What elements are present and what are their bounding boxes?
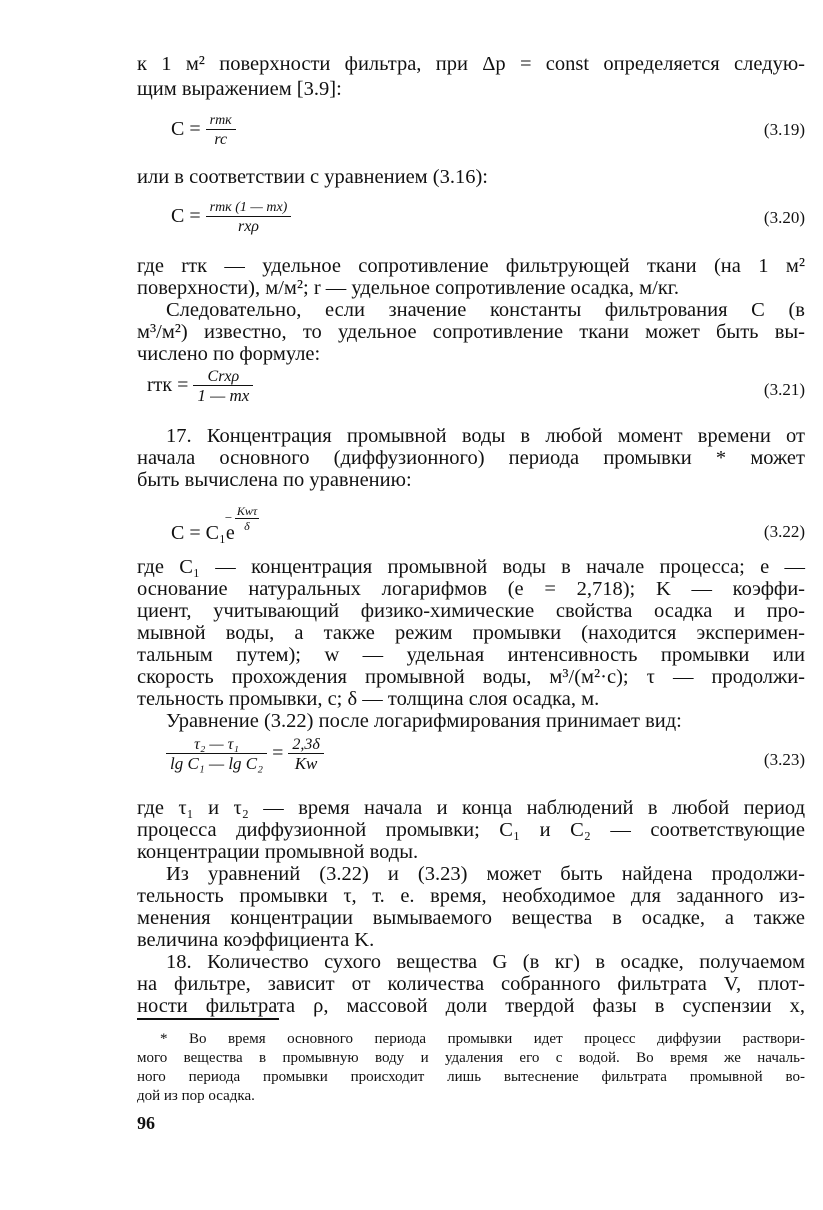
- text-line: процесса диффузионной промывки; C₁ и C₂ — соответствующие: [137, 819, 805, 841]
- equation-3-23: [166, 736, 324, 773]
- equation-lhs: rтк =: [147, 374, 189, 397]
- text-line: мывной воды, а также режим промывки (находится эксперимен-: [137, 622, 805, 644]
- fraction: [206, 112, 236, 149]
- equation-number: (3.23): [763, 750, 805, 769]
- text-line: тельность промывки, с; δ — толщина слоя осадка, м.: [137, 688, 600, 710]
- numerator: τ₂ — τ₁: [194, 736, 239, 753]
- text-line: 18. Количество сухого вещества G (в кг) в осадке, получаемом: [166, 951, 805, 973]
- exponent-numerator: Kwτ: [236, 504, 258, 518]
- equation-3-19: [171, 112, 236, 149]
- text-line: к 1 м² поверхности фильтра, при Δp = const определяется следую-: [137, 53, 805, 75]
- page-number: 96: [137, 1113, 155, 1133]
- equation-3-21: [147, 368, 253, 405]
- denominator: lg C₁ — lg C₂: [166, 753, 267, 773]
- text-line: менения концентрации вымываемого вещества в осадке, а также: [137, 907, 805, 929]
- equation-lhs: C =: [171, 118, 201, 141]
- footnote-divider: [137, 1018, 279, 1020]
- text-line: 17. Концентрация промывной воды в любой момент времени от: [166, 425, 805, 447]
- text-line: величина коэффициента K.: [137, 929, 375, 951]
- text-line: ности фильтрата ρ, массовой доли твердой фазы в суспензии x,: [137, 995, 805, 1017]
- text-line: Следовательно, если значение константы фильтрования C (в: [166, 299, 805, 321]
- footnote-line: дой из пор осадка.: [137, 1088, 255, 1104]
- numerator: Crxρ: [207, 368, 240, 385]
- text-line: м³/м²) известно, то удельное сопротивление ткани может быть вы-: [137, 321, 805, 343]
- equation-lhs: C =: [171, 205, 201, 228]
- text-line: основание натуральных логарифмов (е = 2,718); K — коэффи-: [137, 578, 805, 600]
- numerator: rтк (1 — mx): [209, 200, 288, 215]
- text-line: числено по формуле:: [137, 343, 321, 365]
- text-line: где rтк — удельное сопротивление фильтрующей ткани (на 1 м²: [137, 255, 805, 277]
- equation-number: (3.19): [763, 120, 805, 139]
- numerator: 2,3δ: [292, 736, 320, 753]
- denominator: 1 — mx: [193, 385, 253, 405]
- equals-sign: =: [272, 742, 284, 765]
- fraction-right: [288, 736, 323, 773]
- text-line: Из уравнений (3.22) и (3.23) может быть найдена продолжи-: [166, 863, 805, 885]
- text-line: или в соответствии с уравнением (3.16):: [137, 166, 488, 188]
- text-line: на фильтре, зависит от количества собранного фильтрата V, плот-: [137, 973, 805, 995]
- fraction: [193, 368, 253, 405]
- denominator: rxρ: [206, 216, 292, 236]
- numerator: rтк: [209, 113, 232, 128]
- text-line: начала основного (диффузионного) периода промывки * может: [137, 447, 805, 469]
- text-line: циент, учитывающий физико-химические свойства осадка и про-: [137, 600, 805, 622]
- exponent: [224, 504, 259, 533]
- footnote-line: мого вещества в промывную воду и удаления его с водой. Во время же началь-: [137, 1050, 805, 1066]
- equation-number: (3.21): [763, 380, 805, 399]
- exponent-sign: −: [224, 510, 233, 525]
- equation-3-22: [171, 504, 259, 551]
- text-line: быть вычислена по уравнению:: [137, 469, 412, 491]
- fraction-left: [166, 736, 267, 773]
- text-line: скорость прохождения промывной воды, м³/(м²·с); τ — продолжи-: [137, 666, 805, 688]
- footnote-line: * Во время основного периода промывки идет процесс диффузии раствори-: [160, 1031, 805, 1047]
- text-line: Уравнение (3.22) после логарифмирования принимает вид:: [166, 710, 682, 732]
- text-line: тельность промывки τ, т. е. время, необходимое для заданного из-: [137, 885, 805, 907]
- text-line: где τ₁ и τ₂ — время начала и конца наблюдений в любой период: [137, 797, 805, 819]
- equation-lhs: C = C₁e: [171, 522, 235, 544]
- exponent-denominator: δ: [235, 518, 259, 533]
- text-line: где C₁ — концентрация промывной воды в начале процесса; е —: [137, 556, 805, 578]
- denominator: Kw: [288, 753, 323, 773]
- equation-3-20: [171, 199, 291, 236]
- text-line: поверхности), м/м²; r — удельное сопротивление осадка, м/кг.: [137, 277, 680, 299]
- fraction: [206, 199, 292, 236]
- footnote-line: ного периода промывки происходит лишь вытеснение фильтрата промывной во-: [137, 1069, 805, 1085]
- text-line: концентрации промывной воды.: [137, 841, 419, 863]
- denominator: rc: [206, 129, 236, 149]
- equation-number: (3.20): [763, 208, 805, 227]
- text-line: щим выражением [3.9]:: [137, 78, 342, 100]
- equation-number: (3.22): [763, 522, 805, 541]
- text-line: тальным путем); w — удельная интенсивность промывки или: [137, 644, 805, 666]
